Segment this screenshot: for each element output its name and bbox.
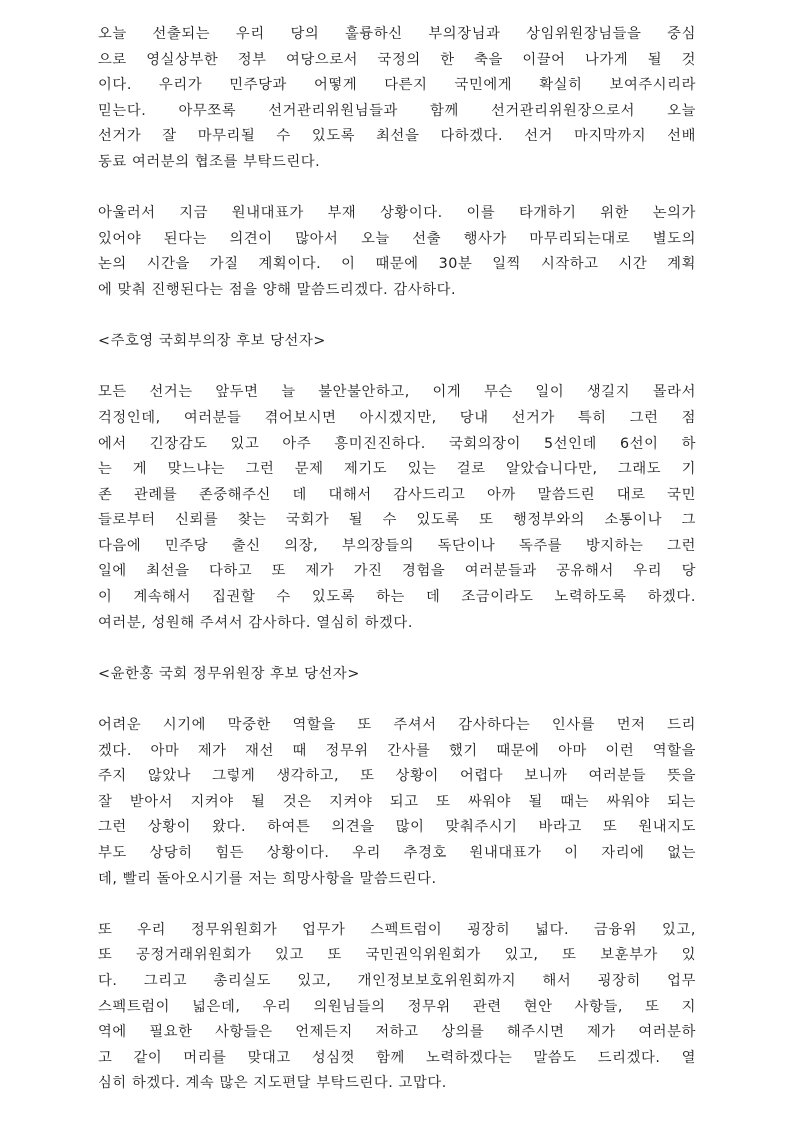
- text-line: 그런 상황이 왔다. 하여튼 의견을 많이 맞춰주시기 바라고 또 원내지도: [98, 819, 696, 836]
- text-line: 에 맞춰 진행된다는 점을 양해 말씀드리겠다. 감사하다.: [98, 281, 457, 298]
- text-line: 겠다. 아마 제가 재선 때 정무위 간사를 했기 때문에 아마 이런 역할을: [98, 742, 696, 759]
- text-line: 들로부터 신뢰를 찾는 국회가 될 수 있도록 또 행정부와의 소통이나 그: [98, 512, 696, 529]
- text-line: 데, 빨리 돌아오시기를 저는 희망사항을 말씀드린다.: [98, 870, 437, 887]
- paragraph: [98, 22, 696, 176]
- paragraph: [98, 380, 696, 636]
- text-line: 역에 필요한 사항들은 언제든지 저하고 상의를 해주시면 제가 여러분하: [98, 1024, 696, 1041]
- text-line: 으로 영실상부한 정부 여당으로서 국정의 한 축을 이끌어 나가게 될 것: [98, 51, 696, 68]
- text-line: <주호영 국회부의장 후보 당선자>: [98, 333, 326, 350]
- text-line: 는 게 맞느냐는 그런 문제 제기도 있는 걸로 알았습니다만, 그래도 기: [98, 461, 696, 478]
- paragraph: [98, 713, 696, 892]
- text-line: 또 공정거래위원회가 있고 또 국민권익위원회가 있고, 또 보훈부가 있: [98, 947, 696, 964]
- text-line: 논의 시간을 가질 계획이다. 이 때문에 30분 일찍 시작하고 시간 계획: [98, 256, 696, 273]
- paragraph: [98, 201, 696, 303]
- text-line: 다. 그리고 총리실도 있고, 개인정보보호위원회까지 해서 굉장히 업무: [98, 972, 696, 989]
- text-line: 일에 최선을 다하고 또 제가 가진 경험을 여러분들과 공유해서 우리 당: [98, 563, 696, 580]
- section-heading: [98, 662, 696, 688]
- text-line: 스펙트럼이 넓은데, 우리 의원님들의 정무위 관련 현안 사항들, 또 지: [98, 998, 696, 1015]
- text-line: 고 같이 머리를 맞대고 성심껏 함께 노력하겠다는 말씀도 드리겠다. 열: [98, 1049, 696, 1066]
- text-line: 잘 받아서 지켜야 될 것은 지켜야 되고 또 싸워야 될 때는 싸워야 되는: [98, 793, 696, 810]
- section-heading: [98, 329, 696, 355]
- paragraph: [98, 918, 696, 1097]
- text-line: 오늘 선출되는 우리 당의 훌륭하신 부의장님과 상임위원장님들을 중심: [98, 26, 696, 42]
- text-line: 어려운 시기에 막중한 역할을 또 주셔서 감사하다는 인사를 먼저 드리: [98, 717, 696, 734]
- text-line: 동료 여러분의 협조를 부탁드린다.: [98, 153, 321, 170]
- text-line: 여러분, 성원해 주셔서 감사하다. 열심히 하겠다.: [98, 614, 413, 631]
- text-line: 심히 하겠다. 계속 많은 지도편달 부탁드린다. 고맙다.: [98, 1075, 447, 1092]
- text-line: 이 계속해서 집권할 수 있도록 하는 데 조금이라도 노력하도록 하겠다.: [98, 589, 696, 606]
- document-body: [98, 22, 696, 1123]
- text-line: 믿는다. 아무쪼록 선거관리위원님들과 함께 선거관리위원장으로서 오늘: [98, 102, 696, 119]
- text-line: 존 관례를 존중해주신 데 대해서 감사드리고 아까 말씀드린 대로 국민: [98, 486, 696, 503]
- text-line: 선거가 잘 마무리될 수 있도록 최선을 다하겠다. 선거 마지막까지 선배: [98, 128, 696, 145]
- text-line: 에서 긴장감도 있고 아주 흥미진진하다. 국회의장이 5선인데 6선이 하: [98, 435, 696, 452]
- text-line: 주지 않았나 그렇게 생각하고, 또 상황이 어렵다 보니까 여러분들 뜻을: [98, 768, 696, 785]
- text-line: 있어야 된다는 의견이 많아서 오늘 선출 행사가 마무리되는대로 별도의: [98, 230, 696, 247]
- text-line: 아울러서 지금 원내대표가 부재 상황이다. 이를 타개하기 위한 논의가: [98, 205, 696, 222]
- text-line: 부도 상당히 힘든 상황이다. 우리 추경호 원내대표가 이 자리에 없는: [98, 845, 696, 861]
- text-line: 또 우리 정무위원회가 업무가 스펙트럼이 굉장히 넓다. 금융위 있고,: [98, 921, 696, 938]
- text-line: 모든 선거는 앞두면 늘 불안불안하고, 이게 무슨 일이 생길지 몰라서: [98, 384, 696, 401]
- text-line: 이다. 우리가 민주당과 어떻게 다른지 국민에게 확실히 보여주시리라: [98, 77, 696, 94]
- text-line: <윤한홍 국회 정무위원장 후보 당선자>: [98, 665, 360, 682]
- text-line: 다음에 민주당 출신 의장, 부의장들의 독단이나 독주를 방지하는 그런: [98, 537, 696, 554]
- text-line: 걱정인데, 여러분들 겪어보시면 아시겠지만, 당내 선거가 특히 그런 점: [98, 409, 696, 426]
